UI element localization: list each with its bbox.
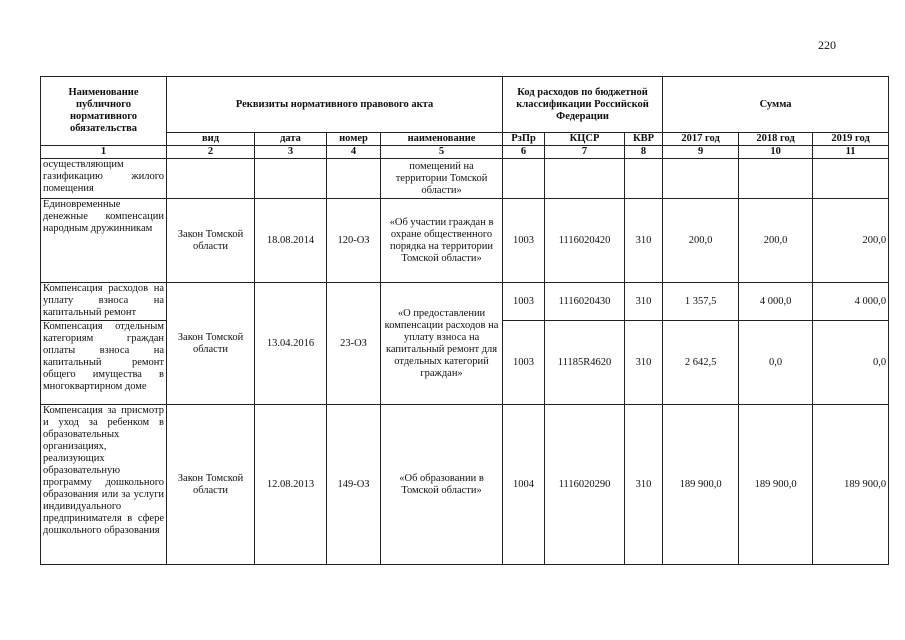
- sum-2017: [663, 159, 739, 199]
- kcsr-code: 1116020430: [545, 283, 625, 321]
- act-title: «О предоставлении компенсации расходов на уплату взноса на капитальный ремонт для отдельных категорий граждан»: [381, 283, 503, 405]
- act-number: 120-ОЗ: [327, 199, 381, 283]
- column-number: 8: [625, 146, 663, 159]
- act-type: Закон Томской области: [167, 405, 255, 565]
- sum-2017: 1 357,5: [663, 283, 739, 321]
- table-row: [41, 159, 889, 199]
- rzpr-code: 1003: [503, 321, 545, 405]
- column-number: 3: [255, 146, 327, 159]
- header-act: Реквизиты нормативного правового акта: [167, 77, 503, 133]
- act-date: 12.08.2013: [255, 405, 327, 565]
- sum-2018: [739, 159, 813, 199]
- act-type: [167, 159, 255, 199]
- act-number: [327, 159, 381, 199]
- header-2017: 2017 год: [663, 133, 739, 146]
- act-type: Закон Томской области: [167, 283, 255, 405]
- sum-2017: 200,0: [663, 199, 739, 283]
- obligation-name: Единовременные денежные компенсации народным дружинникам: [41, 199, 167, 283]
- sum-2019: [813, 159, 889, 199]
- kvr-code: 310: [625, 321, 663, 405]
- column-number: 6: [503, 146, 545, 159]
- rzpr-code: 1004: [503, 405, 545, 565]
- act-date: [255, 159, 327, 199]
- header-sum: Сумма: [663, 77, 889, 133]
- sum-2018: 189 900,0: [739, 405, 813, 565]
- obligation-name: осуществляющим газификацию жилого помещения: [41, 159, 167, 199]
- header-rzpr: РзПр: [503, 133, 545, 146]
- act-number: 23-ОЗ: [327, 283, 381, 405]
- table-row: [41, 405, 889, 565]
- sum-2017: 2 642,5: [663, 321, 739, 405]
- header-act-date: дата: [255, 133, 327, 146]
- rzpr-code: [503, 159, 545, 199]
- obligations-table: [40, 76, 889, 565]
- header-row-1: [41, 77, 889, 133]
- kcsr-code: 1116020290: [545, 405, 625, 565]
- column-number: 5: [381, 146, 503, 159]
- obligation-name: Компенсация отдельным категориям граждан оплаты взноса на капитальный ремонт общего имущества в многоквартирном доме: [41, 321, 167, 405]
- act-title: «Об образовании в Томской области»: [381, 405, 503, 565]
- column-number: 7: [545, 146, 625, 159]
- column-number: 11: [813, 146, 889, 159]
- kcsr-code: [545, 159, 625, 199]
- kcsr-code: 1116020420: [545, 199, 625, 283]
- column-number: 4: [327, 146, 381, 159]
- act-date: 18.08.2014: [255, 199, 327, 283]
- table-row: [41, 283, 889, 321]
- kvr-code: [625, 159, 663, 199]
- sum-2017: 189 900,0: [663, 405, 739, 565]
- header-name: Наименование публичного нормативного обязательства: [41, 77, 167, 146]
- header-act-type: вид: [167, 133, 255, 146]
- obligation-name: Компенсация за присмотр и уход за ребенком в образовательных организациях, реализующих образовательную программу дошкольного образования или за услуги индивидуального предпринимателя в сфере дошкольного образования: [41, 405, 167, 565]
- header-kcsr: КЦСР: [545, 133, 625, 146]
- rzpr-code: 1003: [503, 199, 545, 283]
- column-number: 2: [167, 146, 255, 159]
- header-2018: 2018 год: [739, 133, 813, 146]
- column-number: 10: [739, 146, 813, 159]
- rzpr-code: 1003: [503, 283, 545, 321]
- sum-2019: 0,0: [813, 321, 889, 405]
- kcsr-code: 11185R4620: [545, 321, 625, 405]
- act-number: 149-ОЗ: [327, 405, 381, 565]
- sum-2018: 4 000,0: [739, 283, 813, 321]
- kvr-code: 310: [625, 199, 663, 283]
- header-act-number: номер: [327, 133, 381, 146]
- sum-2019: 4 000,0: [813, 283, 889, 321]
- header-kvr: КВР: [625, 133, 663, 146]
- header-act-title: наименование: [381, 133, 503, 146]
- header-budget-code: Код расходов по бюджетной классификации Российской Федерации: [503, 77, 663, 133]
- act-type: Закон Томской области: [167, 199, 255, 283]
- column-number: 9: [663, 146, 739, 159]
- column-number: 1: [41, 146, 167, 159]
- header-2019: 2019 год: [813, 133, 889, 146]
- page-number: 220: [818, 38, 836, 52]
- act-title: «Об участии граждан в охране общественного порядка на территории Томской области»: [381, 199, 503, 283]
- sum-2019: 200,0: [813, 199, 889, 283]
- column-number-row: [41, 146, 889, 159]
- act-title: помещений на территории Томской области»: [381, 159, 503, 199]
- kvr-code: 310: [625, 405, 663, 565]
- sum-2018: 200,0: [739, 199, 813, 283]
- table-row: [41, 199, 889, 283]
- act-date: 13.04.2016: [255, 283, 327, 405]
- obligation-name: Компенсация расходов на уплату взноса на капитальный ремонт: [41, 283, 167, 321]
- sum-2019: 189 900,0: [813, 405, 889, 565]
- header-row-2: [41, 133, 889, 146]
- sum-2018: 0,0: [739, 321, 813, 405]
- kvr-code: 310: [625, 283, 663, 321]
